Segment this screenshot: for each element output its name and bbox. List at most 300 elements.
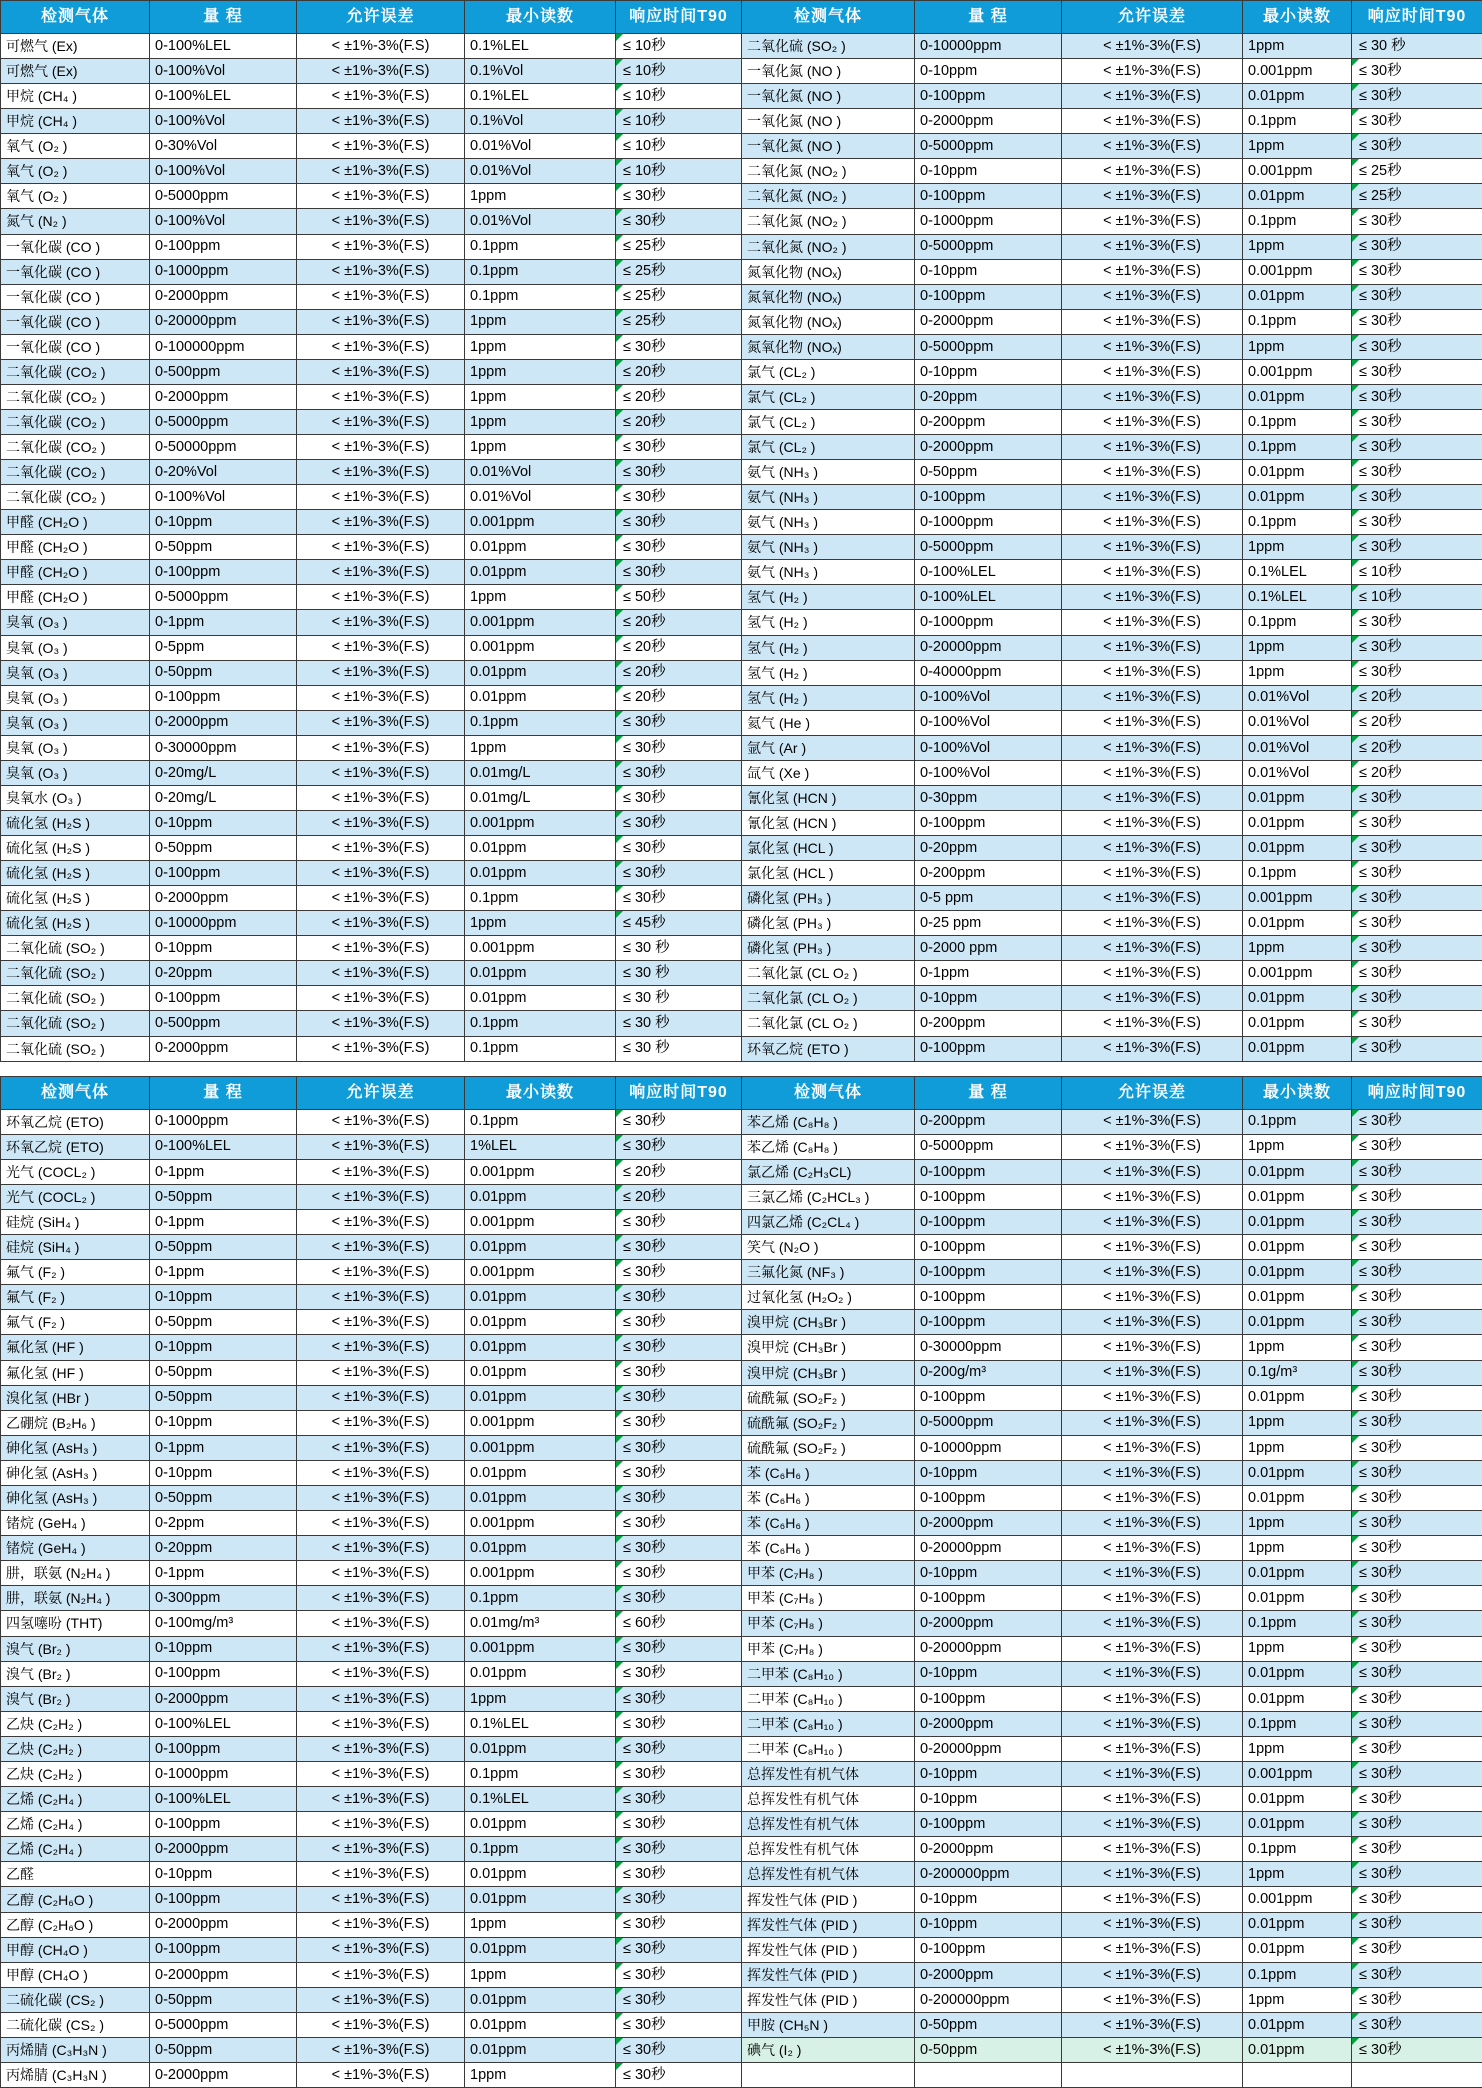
range-cell: 0-30000ppm (150, 736, 297, 761)
error-cell: < ±1%-3%(F.S) (297, 1260, 465, 1285)
response-time-cell: ≤ 10秒 (616, 159, 742, 184)
min-reading-cell: 1ppm (1243, 134, 1352, 159)
gas-name-cell: 氧气 (O₂ ) (1, 184, 150, 209)
range-cell: 0-500ppm (150, 360, 297, 385)
range-cell: 0-200000ppm (915, 1988, 1062, 2013)
response-time-cell: ≤ 10秒 (1352, 560, 1482, 585)
range-cell: 0-50ppm (150, 1988, 297, 2013)
error-cell: < ±1%-3%(F.S) (297, 59, 465, 84)
gas-name-cell: 挥发性气体 (PID ) (742, 1963, 915, 1988)
error-cell: < ±1%-3%(F.S) (297, 1436, 465, 1461)
range-cell: 0-1ppm (150, 610, 297, 635)
range-cell: 0-5000ppm (915, 335, 1062, 360)
response-time-cell: ≤ 30秒 (616, 886, 742, 911)
response-time-cell: ≤ 30秒 (616, 1812, 742, 1837)
range-cell: 0-5000ppm (150, 585, 297, 610)
gas-name-cell: 氧气 (O₂ ) (1, 159, 150, 184)
range-cell: 0-10ppm (915, 986, 1062, 1011)
range-cell: 0-10ppm (915, 260, 1062, 285)
response-time-cell: ≤ 30秒 (1352, 1812, 1482, 1837)
error-cell: < ±1%-3%(F.S) (297, 1887, 465, 1912)
response-time-cell: ≤ 30秒 (1352, 1436, 1482, 1461)
min-reading-cell: 0.01ppm (465, 1285, 616, 1310)
error-cell: < ±1%-3%(F.S) (297, 34, 465, 59)
response-time-cell: ≤ 30秒 (616, 1712, 742, 1737)
column-header-response-time: 响应时间T90 (1352, 1077, 1482, 1110)
range-cell: 0-1000ppm (150, 260, 297, 285)
range-cell: 0-100ppm (150, 1662, 297, 1687)
range-cell: 0-2000ppm (915, 1963, 1062, 1988)
range-cell: 0-2000ppm (150, 711, 297, 736)
range-cell: 0-100ppm (150, 235, 297, 260)
response-time-cell: ≤ 30秒 (1352, 385, 1482, 410)
response-time-cell: ≤ 30秒 (1352, 1662, 1482, 1687)
gas-name-cell: 臭氧 (O₃ ) (1, 636, 150, 661)
min-reading-cell: 0.01ppm (1243, 84, 1352, 109)
min-reading-cell: 0.01ppm (465, 1235, 616, 1260)
range-cell: 0-100ppm (915, 84, 1062, 109)
min-reading-cell: 0.1ppm (465, 1837, 616, 1862)
gas-name-cell: 氰化氢 (HCN ) (742, 786, 915, 811)
range-cell: 0-5000ppm (150, 2013, 297, 2038)
min-reading-cell: 0.1ppm (1243, 435, 1352, 460)
min-reading-cell: 0.01ppm (465, 686, 616, 711)
min-reading-cell: 0.001ppm (465, 811, 616, 836)
range-cell: 0-10ppm (915, 1787, 1062, 1812)
range-cell: 0-2000ppm (915, 435, 1062, 460)
response-time-cell: ≤ 30秒 (1352, 911, 1482, 936)
error-cell: < ±1%-3%(F.S) (1062, 1185, 1243, 1210)
min-reading-cell: 0.1ppm (1243, 209, 1352, 234)
gas-name-cell: 二氧化氯 (CL O₂ ) (742, 961, 915, 986)
error-cell: < ±1%-3%(F.S) (297, 1611, 465, 1636)
min-reading-cell: 0.01mg/L (465, 761, 616, 786)
range-cell: 0-100ppm (915, 1235, 1062, 1260)
min-reading-cell: 0.1ppm (1243, 1712, 1352, 1737)
gas-name-cell: 乙醛 (1, 1862, 150, 1887)
min-reading-cell: 0.01ppm (1243, 986, 1352, 1011)
min-reading-cell: 0.01ppm (1243, 1386, 1352, 1411)
response-time-cell: ≤ 45秒 (616, 911, 742, 936)
gas-name-cell: 苯 (C₆H₆ ) (742, 1536, 915, 1561)
range-cell: 0-20ppm (150, 961, 297, 986)
range-cell: 0-100ppm (150, 986, 297, 1011)
min-reading-cell: 0.01ppm (1243, 385, 1352, 410)
min-reading-cell: 1ppm (465, 2063, 616, 2088)
error-cell: < ±1%-3%(F.S) (1062, 435, 1243, 460)
response-time-cell: ≤ 30秒 (616, 1762, 742, 1787)
response-time-cell: ≤ 25秒 (616, 285, 742, 310)
gas-name-cell: 一氧化氮 (NO ) (742, 59, 915, 84)
min-reading-cell: 0.01%Vol (1243, 736, 1352, 761)
error-cell: < ±1%-3%(F.S) (1062, 209, 1243, 234)
range-cell: 0-100%LEL (150, 34, 297, 59)
gas-name-cell: 总挥发性有机气体 (742, 1837, 915, 1862)
response-time-cell: ≤ 30秒 (1352, 285, 1482, 310)
error-cell: < ±1%-3%(F.S) (1062, 1963, 1243, 1988)
range-cell: 0-100%Vol (150, 159, 297, 184)
min-reading-cell: 0.01ppm (1243, 1913, 1352, 1938)
error-cell: < ±1%-3%(F.S) (1062, 1536, 1243, 1561)
response-time-cell: ≤ 30秒 (1352, 1712, 1482, 1737)
gas-name-cell: 四氢噻吩 (THT) (1, 1611, 150, 1636)
range-cell: 0-2000ppm (915, 1611, 1062, 1636)
gas-name-cell: 砷化氢 (AsH₃ ) (1, 1436, 150, 1461)
gas-name-cell: 乙烯 (C₂H₄ ) (1, 1837, 150, 1862)
response-time-cell: ≤ 30秒 (1352, 811, 1482, 836)
min-reading-cell: 1ppm (465, 184, 616, 209)
min-reading-cell: 0.01ppm (1243, 836, 1352, 861)
gas-name-cell: 氯化氢 (HCL ) (742, 836, 915, 861)
range-cell: 0-10ppm (915, 59, 1062, 84)
range-cell: 0-10ppm (915, 1662, 1062, 1687)
min-reading-cell: 0.001ppm (465, 636, 616, 661)
range-cell: 0-20000ppm (915, 1536, 1062, 1561)
error-cell: < ±1%-3%(F.S) (297, 1386, 465, 1411)
gas-name-cell: 二硫化碳 (CS₂ ) (1, 2013, 150, 2038)
column-header-response-time: 响应时间T90 (1352, 1, 1482, 34)
range-cell: 0-20mg/L (150, 786, 297, 811)
response-time-cell: ≤ 30秒 (616, 1335, 742, 1360)
response-time-cell: ≤ 10秒 (1352, 585, 1482, 610)
gas-name-cell: 臭氧 (O₃ ) (1, 661, 150, 686)
range-cell: 0-20mg/L (150, 761, 297, 786)
error-cell: < ±1%-3%(F.S) (297, 1185, 465, 1210)
min-reading-cell: 0.001ppm (1243, 961, 1352, 986)
response-time-cell: ≤ 30秒 (1352, 1637, 1482, 1662)
error-cell: < ±1%-3%(F.S) (1062, 811, 1243, 836)
min-reading-cell: 0.01ppm (1243, 1185, 1352, 1210)
range-cell: 0-2000ppm (150, 1037, 297, 1062)
gas-name-cell: 二氧化氮 (NO₂ ) (742, 184, 915, 209)
gas-name-cell: 环氧乙烷 (ETO) (1, 1110, 150, 1135)
range-cell: 0-10ppm (915, 1561, 1062, 1586)
min-reading-cell: 1ppm (465, 385, 616, 410)
range-cell: 0-100%Vol (915, 686, 1062, 711)
response-time-cell: ≤ 30秒 (1352, 1687, 1482, 1712)
range-cell: 0-10ppm (915, 360, 1062, 385)
gas-name-cell: 硫化氢 (H₂S ) (1, 911, 150, 936)
error-cell: < ±1%-3%(F.S) (297, 360, 465, 385)
error-cell: < ±1%-3%(F.S) (1062, 736, 1243, 761)
range-cell: 0-2000ppm (915, 1511, 1062, 1536)
error-cell: < ±1%-3%(F.S) (297, 1285, 465, 1310)
min-reading-cell: 0.01ppm (1243, 1486, 1352, 1511)
error-cell: < ±1%-3%(F.S) (297, 2063, 465, 2088)
response-time-cell: ≤ 30秒 (616, 1862, 742, 1887)
range-cell: 0-200ppm (915, 1011, 1062, 1036)
range-cell: 0-20000ppm (915, 636, 1062, 661)
min-reading-cell: 0.01mg/m³ (465, 1611, 616, 1636)
gas-name-cell: 二硫化碳 (CS₂ ) (1, 1988, 150, 2013)
gas-name-cell: 甲苯 (C₇H₈ ) (742, 1561, 915, 1586)
range-cell: 0-50ppm (150, 836, 297, 861)
min-reading-cell: 0.01ppm (1243, 1662, 1352, 1687)
response-time-cell: ≤ 30 秒 (616, 936, 742, 961)
error-cell: < ±1%-3%(F.S) (1062, 1411, 1243, 1436)
response-time-cell: ≤ 25秒 (616, 310, 742, 335)
min-reading-cell: 0.001ppm (465, 936, 616, 961)
min-reading-cell: 1ppm (1243, 1411, 1352, 1436)
range-cell: 0-100ppm (150, 1887, 297, 1912)
error-cell: < ±1%-3%(F.S) (297, 1561, 465, 1586)
min-reading-cell: 0.1%LEL (1243, 585, 1352, 610)
response-time-cell: ≤ 30秒 (1352, 59, 1482, 84)
response-time-cell: ≤ 30秒 (1352, 1862, 1482, 1887)
range-cell: 0-1000ppm (150, 1762, 297, 1787)
error-cell: < ±1%-3%(F.S) (1062, 535, 1243, 560)
gas-name-cell: 氯化氢 (HCL ) (742, 861, 915, 886)
error-cell: < ±1%-3%(F.S) (297, 1536, 465, 1561)
range-cell: 0-100%Vol (915, 761, 1062, 786)
min-reading-cell: 0.01ppm (1243, 1037, 1352, 1062)
range-cell: 0-200000ppm (915, 1862, 1062, 1887)
range-cell: 0-2000ppm (150, 385, 297, 410)
min-reading-cell: 0.1ppm (1243, 1110, 1352, 1135)
min-reading-cell: 0.01ppm (465, 1737, 616, 1762)
response-time-cell: ≤ 30秒 (1352, 1160, 1482, 1185)
error-cell: < ±1%-3%(F.S) (1062, 59, 1243, 84)
min-reading-cell: 1%LEL (465, 1135, 616, 1160)
error-cell: < ±1%-3%(F.S) (297, 1110, 465, 1135)
response-time-cell: ≤ 30秒 (1352, 1887, 1482, 1912)
min-reading-cell: 0.01ppm (1243, 2013, 1352, 2038)
response-time-cell: ≤ 30 秒 (616, 1037, 742, 1062)
response-time-cell: ≤ 30秒 (1352, 1988, 1482, 2013)
error-cell: < ±1%-3%(F.S) (1062, 1310, 1243, 1335)
min-reading-cell: 0.01ppm (465, 836, 616, 861)
response-time-cell: ≤ 30秒 (1352, 510, 1482, 535)
gas-name-cell: 氯气 (CL₂ ) (742, 410, 915, 435)
range-cell (915, 2063, 1062, 2088)
range-cell: 0-10000ppm (915, 34, 1062, 59)
gas-name-cell: 磷化氢 (PH₃ ) (742, 886, 915, 911)
gas-name-cell: 氢气 (H₂ ) (742, 661, 915, 686)
response-time-cell: ≤ 30秒 (1352, 2038, 1482, 2063)
response-time-cell: ≤ 30秒 (616, 861, 742, 886)
min-reading-cell: 0.1ppm (1243, 1611, 1352, 1636)
min-reading-cell: 0.01ppm (1243, 1687, 1352, 1712)
response-time-cell: ≤ 30秒 (1352, 209, 1482, 234)
gas-name-cell: 二氧化硫 (SO₂ ) (1, 1037, 150, 1062)
range-cell: 0-1000ppm (150, 1110, 297, 1135)
range-cell: 0-2000ppm (915, 109, 1062, 134)
gas-name-cell: 氮氧化物 (NOₓ) (742, 310, 915, 335)
min-reading-cell: 0.01ppm (465, 661, 616, 686)
range-cell: 0-100ppm (915, 1160, 1062, 1185)
response-time-cell: ≤ 10秒 (616, 134, 742, 159)
response-time-cell: ≤ 30秒 (616, 184, 742, 209)
min-reading-cell: 1ppm (1243, 34, 1352, 59)
response-time-cell: ≤ 20秒 (1352, 761, 1482, 786)
min-reading-cell: 0.1%LEL (1243, 560, 1352, 585)
gas-name-cell: 锗烷 (GeH₄ ) (1, 1536, 150, 1561)
range-cell: 0-1ppm (150, 1160, 297, 1185)
gas-name-cell: 氟气 (F₂ ) (1, 1285, 150, 1310)
error-cell: < ±1%-3%(F.S) (1062, 335, 1243, 360)
range-cell: 0-10ppm (150, 1285, 297, 1310)
min-reading-cell: 0.001ppm (465, 1210, 616, 1235)
gas-name-cell: 硫酰氟 (SO₂F₂ ) (742, 1411, 915, 1436)
range-cell: 0-500ppm (150, 1011, 297, 1036)
gas-name-cell: 一氧化碳 (CO ) (1, 235, 150, 260)
response-time-cell: ≤ 30秒 (1352, 936, 1482, 961)
response-time-cell: ≤ 30秒 (616, 1135, 742, 1160)
column-header-range: 量 程 (150, 1077, 297, 1110)
range-cell: 0-100%Vol (150, 209, 297, 234)
error-cell: < ±1%-3%(F.S) (1062, 1260, 1243, 1285)
error-cell: < ±1%-3%(F.S) (297, 886, 465, 911)
range-cell: 0-1000ppm (915, 209, 1062, 234)
min-reading-cell: 1ppm (1243, 1637, 1352, 1662)
error-cell: < ±1%-3%(F.S) (1062, 1235, 1243, 1260)
range-cell: 0-10ppm (150, 936, 297, 961)
response-time-cell: ≤ 30秒 (616, 560, 742, 585)
error-cell: < ±1%-3%(F.S) (1062, 1586, 1243, 1611)
range-cell: 0-1000ppm (915, 510, 1062, 535)
range-cell: 0-10ppm (915, 159, 1062, 184)
gas-name-cell: 氮气 (N₂ ) (1, 209, 150, 234)
error-cell: < ±1%-3%(F.S) (1062, 1662, 1243, 1687)
min-reading-cell: 0.01ppm (465, 1862, 616, 1887)
response-time-cell: ≤ 30秒 (1352, 1737, 1482, 1762)
range-cell: 0-5000ppm (915, 134, 1062, 159)
error-cell: < ±1%-3%(F.S) (1062, 1913, 1243, 1938)
gas-name-cell: 氰化氢 (HCN ) (742, 811, 915, 836)
error-cell: < ±1%-3%(F.S) (1062, 1335, 1243, 1360)
range-cell: 0-100ppm (150, 686, 297, 711)
response-time-cell: ≤ 30秒 (616, 1988, 742, 2013)
range-cell: 0-5000ppm (150, 410, 297, 435)
range-cell: 0-10ppm (150, 1335, 297, 1360)
gas-name-cell: 砷化氢 (AsH₃ ) (1, 1461, 150, 1486)
range-cell: 0-5ppm (150, 636, 297, 661)
response-time-cell: ≤ 30秒 (1352, 886, 1482, 911)
error-cell: < ±1%-3%(F.S) (1062, 711, 1243, 736)
response-time-cell: ≤ 30秒 (616, 736, 742, 761)
response-time-cell: ≤ 30秒 (1352, 1561, 1482, 1586)
error-cell: < ±1%-3%(F.S) (1062, 460, 1243, 485)
response-time-cell: ≤ 30秒 (1352, 109, 1482, 134)
response-time-cell: ≤ 30秒 (1352, 1210, 1482, 1235)
gas-name-cell: 锗烷 (GeH₄ ) (1, 1511, 150, 1536)
error-cell: < ±1%-3%(F.S) (297, 1712, 465, 1737)
response-time-cell: ≤ 30秒 (1352, 1135, 1482, 1160)
error-cell: < ±1%-3%(F.S) (297, 686, 465, 711)
response-time-cell: ≤ 30秒 (1352, 1461, 1482, 1486)
range-cell: 0-50ppm (150, 1185, 297, 1210)
gas-name-cell: 砷化氢 (AsH₃ ) (1, 1486, 150, 1511)
error-cell: < ±1%-3%(F.S) (297, 1762, 465, 1787)
min-reading-cell: 0.001ppm (465, 1411, 616, 1436)
column-header-error: 允许误差 (1062, 1, 1243, 34)
range-cell: 0-2000ppm (150, 2063, 297, 2088)
response-time-cell: ≤ 20秒 (616, 686, 742, 711)
min-reading-cell: 0.01ppm (465, 1461, 616, 1486)
response-time-cell: ≤ 30 秒 (1352, 34, 1482, 59)
gas-name-cell: 一氧化氮 (NO ) (742, 109, 915, 134)
range-cell: 0-5000ppm (915, 1135, 1062, 1160)
gas-name-cell: 丙烯腈 (C₃H₃N ) (1, 2063, 150, 2088)
error-cell: < ±1%-3%(F.S) (1062, 285, 1243, 310)
range-cell: 0-100ppm (150, 560, 297, 585)
range-cell: 0-50ppm (150, 1310, 297, 1335)
response-time-cell: ≤ 30秒 (616, 761, 742, 786)
gas-name-cell: 氢气 (H₂ ) (742, 610, 915, 635)
min-reading-cell: 1ppm (1243, 235, 1352, 260)
range-cell: 0-100%Vol (150, 485, 297, 510)
error-cell: < ±1%-3%(F.S) (1062, 836, 1243, 861)
gas-name-cell: 一氧化碳 (CO ) (1, 260, 150, 285)
min-reading-cell: 0.01ppm (1243, 1260, 1352, 1285)
min-reading-cell: 1ppm (1243, 1737, 1352, 1762)
error-cell (1062, 2063, 1243, 2088)
min-reading-cell: 1ppm (465, 911, 616, 936)
min-reading-cell: 0.01ppm (465, 1335, 616, 1360)
range-cell: 0-2000 ppm (915, 936, 1062, 961)
range-cell: 0-1000ppm (915, 610, 1062, 635)
range-cell: 0-100%Vol (915, 736, 1062, 761)
response-time-cell: ≤ 30秒 (1352, 1536, 1482, 1561)
min-reading-cell: 1ppm (465, 1963, 616, 1988)
min-reading-cell: 0.001ppm (1243, 886, 1352, 911)
gas-name-cell: 溴甲烷 (CH₃Br ) (742, 1361, 915, 1386)
response-time-cell: ≤ 30秒 (616, 535, 742, 560)
response-time-cell: ≤ 30秒 (616, 1561, 742, 1586)
error-cell: < ±1%-3%(F.S) (297, 1486, 465, 1511)
min-reading-cell: 0.1%LEL (465, 1787, 616, 1812)
gas-name-cell: 一氧化氮 (NO ) (742, 134, 915, 159)
error-cell: < ±1%-3%(F.S) (1062, 1887, 1243, 1912)
error-cell: < ±1%-3%(F.S) (297, 285, 465, 310)
range-cell: 0-10ppm (150, 811, 297, 836)
error-cell: < ±1%-3%(F.S) (1062, 109, 1243, 134)
min-reading-cell: 0.001ppm (1243, 1887, 1352, 1912)
error-cell: < ±1%-3%(F.S) (297, 1963, 465, 1988)
min-reading-cell: 0.01ppm (1243, 1310, 1352, 1335)
gas-name-cell: 甲胺 (CH₅N ) (742, 2013, 915, 2038)
error-cell: < ±1%-3%(F.S) (297, 510, 465, 535)
min-reading-cell: 1ppm (1243, 1335, 1352, 1360)
range-cell: 0-100ppm (915, 1210, 1062, 1235)
gas-name-cell: 溴气 (Br₂ ) (1, 1662, 150, 1687)
error-cell: < ±1%-3%(F.S) (1062, 1135, 1243, 1160)
response-time-cell: ≤ 30秒 (1352, 1938, 1482, 1963)
min-reading-cell: 0.01ppm (465, 1887, 616, 1912)
response-time-cell: ≤ 30秒 (616, 1586, 742, 1611)
error-cell: < ±1%-3%(F.S) (297, 1461, 465, 1486)
gas-name-cell: 氯气 (CL₂ ) (742, 360, 915, 385)
response-time-cell: ≤ 30秒 (616, 1837, 742, 1862)
range-cell: 0-100ppm (915, 1285, 1062, 1310)
response-time-cell: ≤ 30秒 (1352, 1486, 1482, 1511)
response-time-cell: ≤ 20秒 (1352, 736, 1482, 761)
gas-name-cell: 光气 (COCL₂ ) (1, 1160, 150, 1185)
range-cell: 0-50ppm (150, 1386, 297, 1411)
error-cell: < ±1%-3%(F.S) (297, 260, 465, 285)
min-reading-cell: 1ppm (465, 410, 616, 435)
min-reading-cell: 1ppm (465, 310, 616, 335)
error-cell: < ±1%-3%(F.S) (297, 2013, 465, 2038)
response-time-cell: ≤ 30秒 (616, 1913, 742, 1938)
min-reading-cell: 1ppm (1243, 1988, 1352, 2013)
range-cell: 0-200ppm (915, 861, 1062, 886)
range-cell: 0-10ppm (150, 510, 297, 535)
gas-name-cell: 氢气 (H₂ ) (742, 585, 915, 610)
response-time-cell: ≤ 30秒 (616, 1210, 742, 1235)
min-reading-cell: 0.001ppm (465, 1511, 616, 1536)
min-reading-cell: 0.01ppm (1243, 1285, 1352, 1310)
